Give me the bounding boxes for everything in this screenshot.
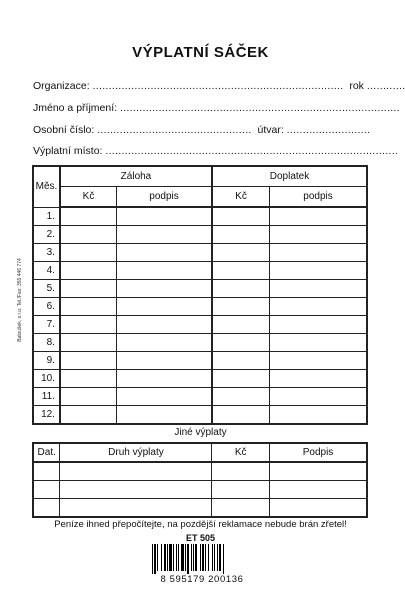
other-payments-table <box>32 442 368 518</box>
table-row <box>33 207 367 226</box>
table-row <box>33 316 367 334</box>
utvar-dots: .......................... <box>286 124 371 136</box>
side-imprint: Baloušek, s.r.o. Tel./Fax: 355 446 774 <box>17 258 23 342</box>
zaloha-podpis-cell[interactable] <box>117 316 212 334</box>
mes-header: Měs. <box>33 166 60 207</box>
vyplatni-field <box>33 145 398 157</box>
table-row <box>33 262 367 280</box>
podpis-cell[interactable] <box>270 481 367 499</box>
month-label: 4. <box>33 262 60 280</box>
zaloha-podpis-cell[interactable] <box>117 406 212 425</box>
zaloha-kc-cell[interactable] <box>60 406 117 425</box>
barcode-bar <box>212 544 213 571</box>
zaloha-kc-cell[interactable] <box>60 370 117 388</box>
table-row <box>33 352 367 370</box>
zaloha-podpis-cell[interactable] <box>117 388 212 406</box>
month-label: 9. <box>33 352 60 370</box>
other-payments-heading: Jiné výplaty <box>174 427 227 438</box>
barcode-bar <box>157 544 158 571</box>
druh-cell[interactable] <box>60 462 212 481</box>
barcode-bar <box>193 544 194 571</box>
table-row <box>33 499 367 518</box>
barcode-bar <box>152 544 153 574</box>
doplatek-kc-cell[interactable] <box>212 334 270 352</box>
kc-cell[interactable] <box>212 462 270 481</box>
ean-number: 8 595179 200136 <box>160 574 244 585</box>
table-row <box>33 406 367 425</box>
month-label: 3. <box>33 244 60 262</box>
barcode-bar <box>178 544 179 571</box>
rok-label: rok <box>349 80 364 92</box>
table-row <box>33 370 367 388</box>
table-row <box>33 244 367 262</box>
doplatek-kc-cell[interactable] <box>212 226 270 244</box>
doplatek-header: Doplatek <box>212 166 367 187</box>
doplatek-podpis-cell[interactable] <box>270 280 367 298</box>
barcode-bar <box>167 544 168 571</box>
doplatek-kc-cell[interactable] <box>212 262 270 280</box>
barcode-bar <box>205 544 206 571</box>
doplatek-kc-cell[interactable] <box>212 298 270 316</box>
zaloha-podpis-cell[interactable] <box>117 262 212 280</box>
barcode-bar <box>173 544 174 571</box>
month-label: 2. <box>33 226 60 244</box>
doplatek-podpis-header: podpis <box>270 187 367 208</box>
doplatek-podpis-cell[interactable] <box>270 370 367 388</box>
month-label: 1. <box>33 207 60 226</box>
doplatek-kc-cell[interactable] <box>212 388 270 406</box>
osobni-dots: ................................................ <box>97 124 252 136</box>
zaloha-podpis-cell[interactable] <box>117 207 212 226</box>
doplatek-kc-cell[interactable] <box>212 406 270 425</box>
table-row <box>33 226 367 244</box>
barcode-bar <box>185 544 186 571</box>
zaloha-kc-cell[interactable] <box>60 298 117 316</box>
dat-header: Dat. <box>33 443 60 462</box>
barcode-bar <box>223 544 224 574</box>
zaloha-kc-cell[interactable] <box>60 226 117 244</box>
podpis-header: Podpis <box>270 443 367 462</box>
table-row <box>33 462 367 481</box>
barcode-bar <box>217 544 218 571</box>
barcode-bar <box>161 544 162 571</box>
podpis-cell[interactable] <box>270 499 367 518</box>
zaloha-podpis-cell[interactable] <box>117 244 212 262</box>
zaloha-kc-cell[interactable] <box>60 207 117 226</box>
vyplatni-dots: ........................................................................................... <box>105 145 399 157</box>
druh-header: Druh výplaty <box>60 443 212 462</box>
zaloha-kc-cell[interactable] <box>60 262 117 280</box>
doplatek-kc-header: Kč <box>212 187 270 208</box>
month-label: 8. <box>33 334 60 352</box>
doplatek-kc-cell[interactable] <box>212 316 270 334</box>
osobni-label: Osobní číslo: <box>33 124 95 136</box>
month-label: 7. <box>33 316 60 334</box>
zaloha-kc-cell[interactable] <box>60 244 117 262</box>
doplatek-podpis-cell[interactable] <box>270 226 367 244</box>
table-row <box>33 298 367 316</box>
barcode-bar <box>187 544 189 574</box>
barcode-bar <box>164 544 166 571</box>
month-label: 5. <box>33 280 60 298</box>
warning-note: Peníze ihned přepočítejte, na pozdější reklamace nebude brán zřetel! <box>54 519 347 530</box>
zaloha-kc-header: Kč <box>60 187 117 208</box>
doplatek-podpis-cell[interactable] <box>270 316 367 334</box>
organizace-dots: .............................................................................. <box>92 80 344 92</box>
barcode-bar <box>181 544 184 571</box>
dat-cell[interactable] <box>33 462 60 481</box>
table-row <box>33 481 367 499</box>
month-label: 6. <box>33 298 60 316</box>
jmeno-dots: ....................................................................................... <box>119 102 400 114</box>
barcode-bar <box>154 544 156 574</box>
month-label: 10. <box>33 370 60 388</box>
kc-header: Kč <box>212 443 270 462</box>
barcode-bar <box>200 544 201 571</box>
product-code: ET 505 <box>185 533 216 543</box>
zaloha-kc-cell[interactable] <box>60 280 117 298</box>
barcode-bar <box>219 544 221 571</box>
doplatek-podpis-cell[interactable] <box>270 406 367 425</box>
table-row <box>33 388 367 406</box>
zaloha-podpis-cell[interactable] <box>117 226 212 244</box>
monthly-payments-table <box>32 165 368 425</box>
zaloha-kc-cell[interactable] <box>60 334 117 352</box>
doplatek-kc-cell[interactable] <box>212 280 270 298</box>
doplatek-podpis-cell[interactable] <box>270 352 367 370</box>
barcode <box>152 544 252 574</box>
zaloha-kc-cell[interactable] <box>60 352 117 370</box>
zaloha-kc-cell[interactable] <box>60 316 117 334</box>
zaloha-kc-cell[interactable] <box>60 388 117 406</box>
utvar-label: útvar: <box>257 124 284 136</box>
table-row <box>33 334 367 352</box>
zaloha-podpis-cell[interactable] <box>117 334 212 352</box>
dat-cell[interactable] <box>33 481 60 499</box>
barcode-bar <box>169 544 172 571</box>
doplatek-podpis-cell[interactable] <box>270 207 367 226</box>
druh-cell[interactable] <box>60 499 212 518</box>
doplatek-podpis-cell[interactable] <box>270 298 367 316</box>
barcode-bar <box>208 544 209 571</box>
zaloha-podpis-cell[interactable] <box>117 298 212 316</box>
barcode-bar <box>202 544 204 571</box>
vyplatni-label: Výplatní místo: <box>33 145 103 157</box>
rok-dots: ............ <box>366 80 405 92</box>
osobni-field <box>33 124 370 136</box>
doplatek-podpis-cell[interactable] <box>270 334 367 352</box>
organizace-field <box>33 80 405 92</box>
barcode-bar <box>214 544 215 571</box>
doplatek-podpis-cell[interactable] <box>270 388 367 406</box>
barcode-bar <box>176 544 177 571</box>
kc-cell[interactable] <box>212 481 270 499</box>
doplatek-podpis-cell[interactable] <box>270 262 367 280</box>
dat-cell[interactable] <box>33 499 60 518</box>
zaloha-podpis-cell[interactable] <box>117 280 212 298</box>
barcode-bar <box>195 544 197 571</box>
kc-cell[interactable] <box>212 499 270 518</box>
month-label: 11. <box>33 388 60 406</box>
podpis-cell[interactable] <box>270 462 367 481</box>
jmeno-field <box>33 102 400 114</box>
barcode-bar <box>191 544 192 571</box>
zaloha-header: Záloha <box>60 166 212 187</box>
druh-cell[interactable] <box>60 481 212 499</box>
doplatek-kc-cell[interactable] <box>212 244 270 262</box>
jmeno-label: Jméno a příjmení: <box>33 102 118 114</box>
page-title: VÝPLATNÍ SÁČEK <box>132 44 269 61</box>
doplatek-kc-cell[interactable] <box>212 352 270 370</box>
doplatek-kc-cell[interactable] <box>212 207 270 226</box>
table-row <box>33 280 367 298</box>
doplatek-kc-cell[interactable] <box>212 370 270 388</box>
zaloha-podpis-header: podpis <box>117 187 212 208</box>
month-label: 12. <box>33 406 60 425</box>
doplatek-podpis-cell[interactable] <box>270 244 367 262</box>
zaloha-podpis-cell[interactable] <box>117 352 212 370</box>
organizace-label: Organizace: <box>33 80 90 92</box>
zaloha-podpis-cell[interactable] <box>117 370 212 388</box>
